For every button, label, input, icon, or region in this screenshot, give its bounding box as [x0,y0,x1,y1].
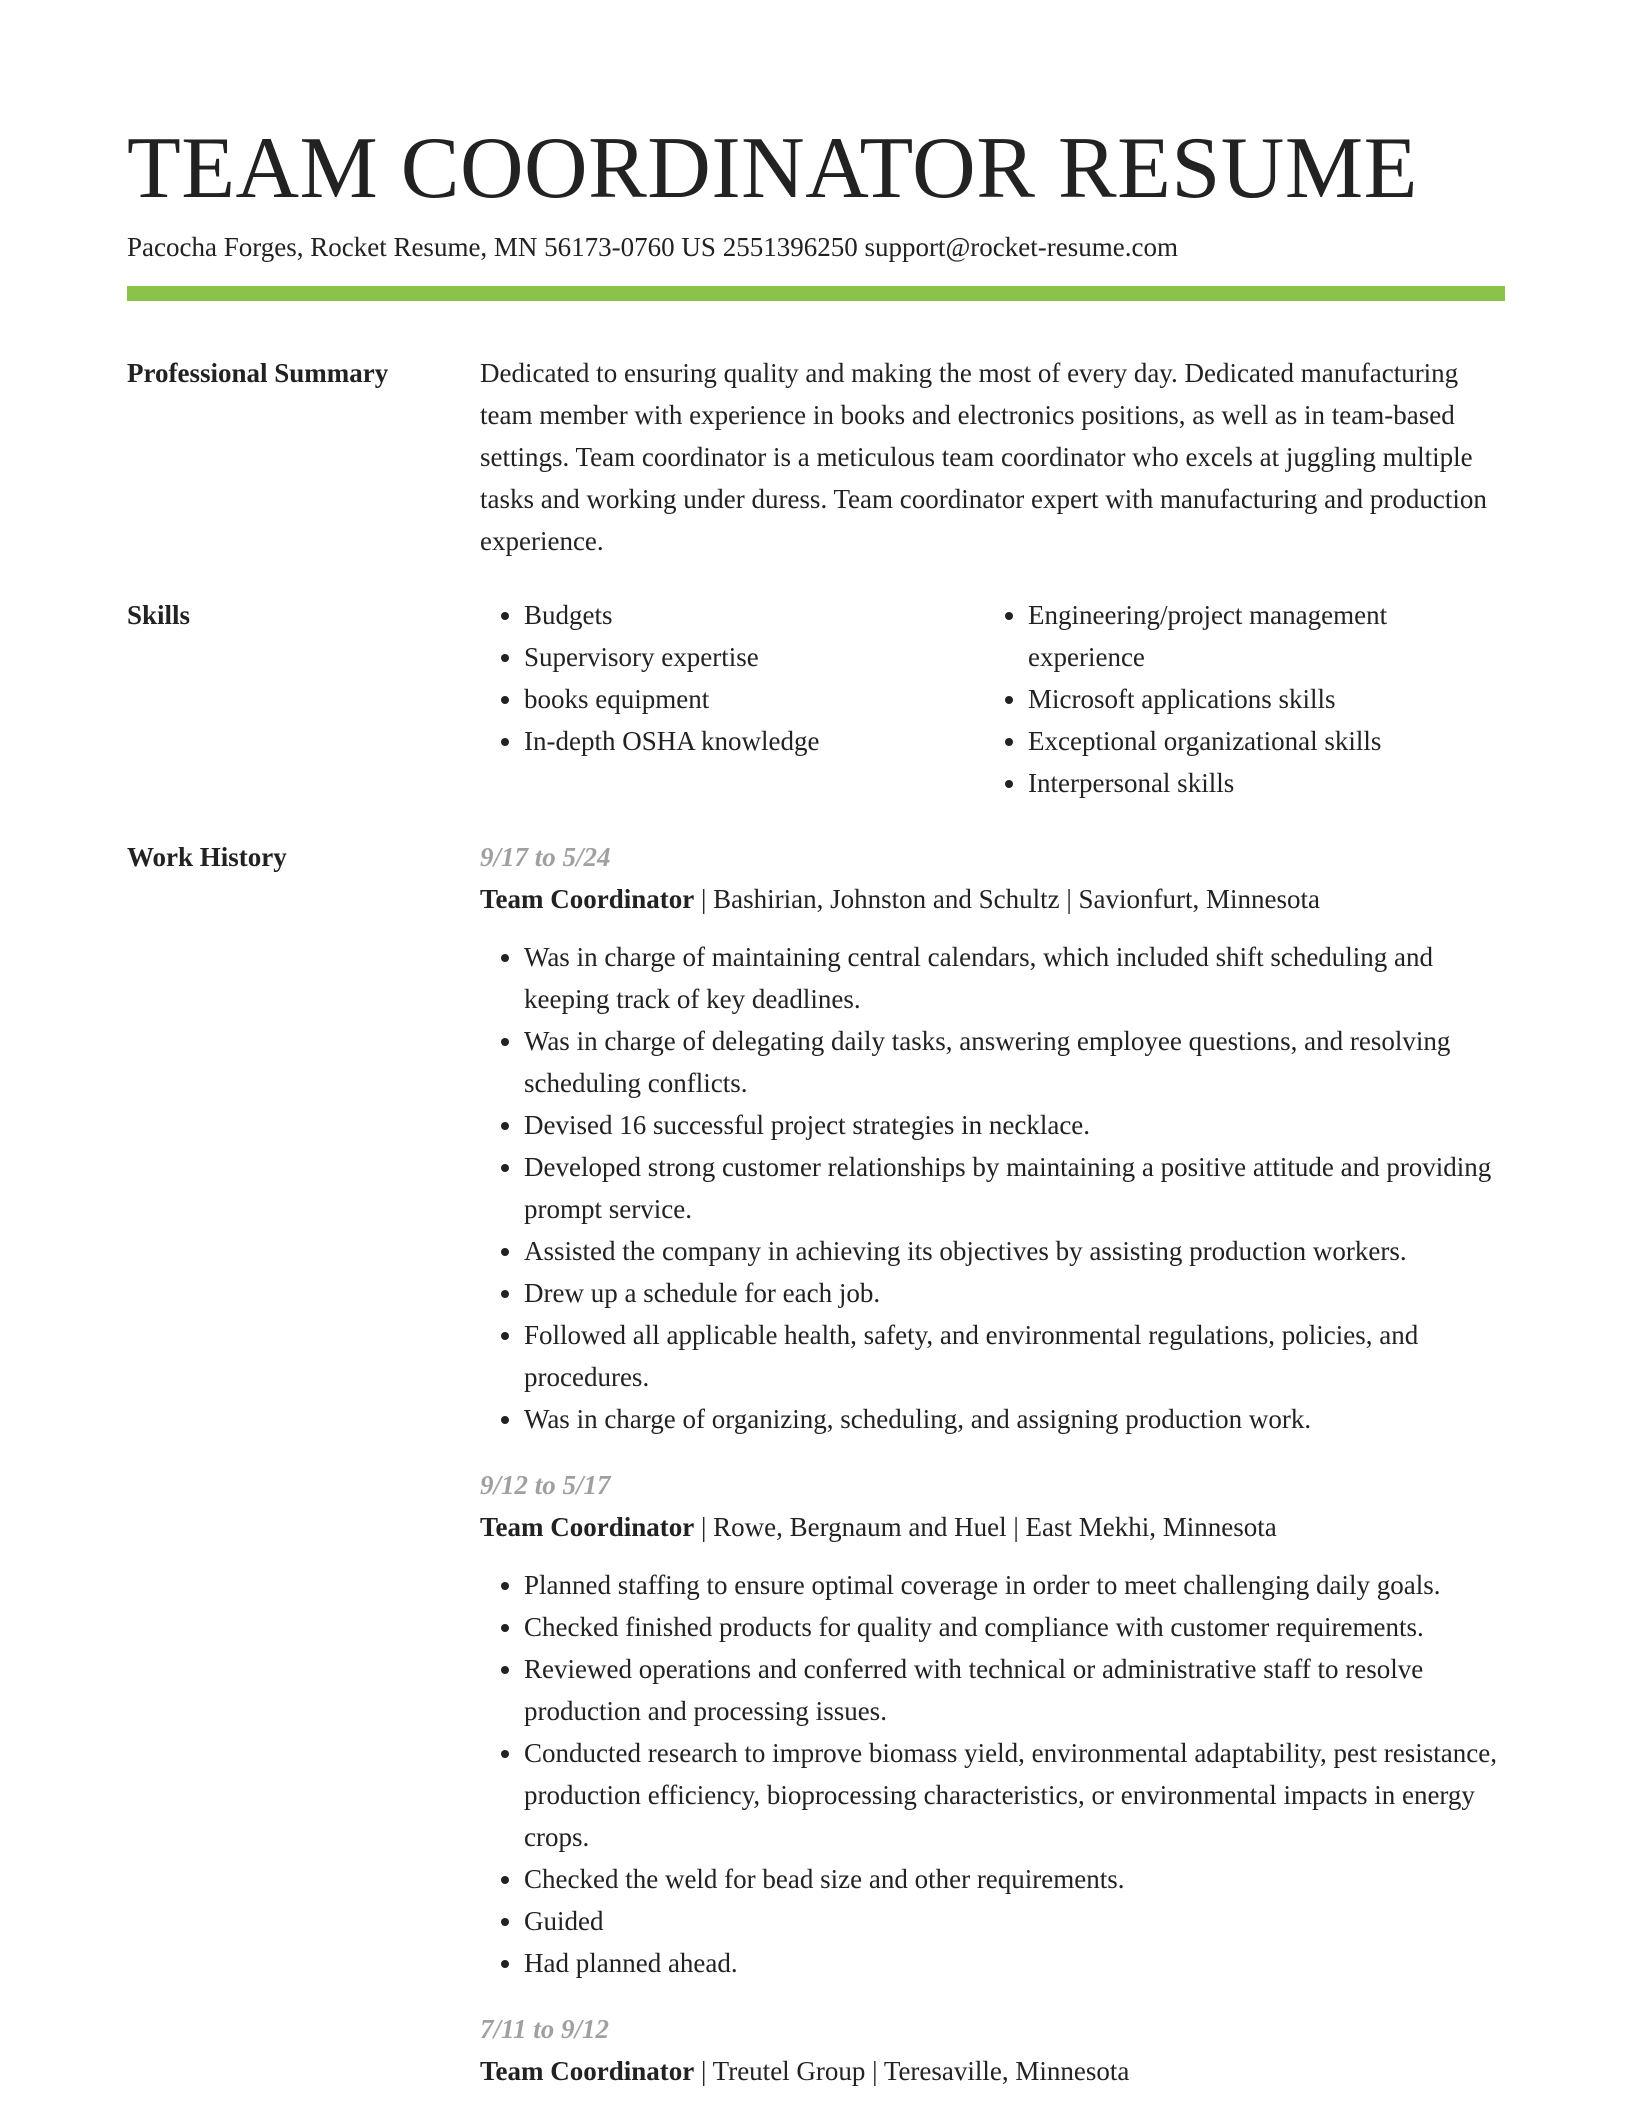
list-item: • Engineering/project management experience [1028,594,1488,678]
job-dates: 9/17 to 5/24 [480,842,611,872]
list-item: • In-depth OSHA knowledge [524,720,984,762]
job-dates: 9/12 to 5/17 [480,1470,611,1500]
list-item: • Budgets [524,594,984,636]
list-item: • Planned staffing to ensure optimal coverage in order to meet challenging daily goals. [524,1564,1505,1606]
list-item: • Followed all applicable health, safety, and environmental regulations, policies, and procedures. [524,1314,1505,1398]
list-item: • Checked the weld for bead size and other requirements. [524,1858,1505,1900]
list-item: • Was in charge of organizing, scheduling, and assigning production work. [524,1398,1505,1440]
job-title: Team Coordinator [480,1512,695,1542]
summary-label: Professional Summary [127,358,389,388]
skills-list-left [480,594,984,762]
resume-title: TEAM COORDINATOR RESUME [127,120,1418,217]
list-item: • Checked finished products for quality and compliance with customer requirements. [524,1606,1505,1648]
job-title-line [480,878,1505,920]
job-employer-location: | Treutel Group | Teresaville, Minnesota [694,2056,1130,2086]
list-item: • Conducted research to improve biomass yield, environmental adaptability, pest resistance, production efficiency, bioprocessing characteristics, or environmental impacts in energy crops. [524,1732,1505,1858]
list-item: • Reviewed operations and conferred with technical or administrative staff to resolve production and processing issues. [524,1648,1505,1732]
job-entry [480,1464,1505,1984]
summary-text: Dedicated to ensuring quality and making the most of every day. Dedicated manufacturing team member with experience in books and electronics positions, as well as in team-based settings. Team coordinator is a meticulous team coordinator who excels at juggling multiple tasks and working under duress. Team coordinator expert with manufacturing and production experience. [480,358,1487,556]
job-title: Team Coordinator [480,884,695,914]
list-item: • Had planned ahead. [524,1942,1505,1984]
accent-divider [127,286,1505,301]
list-item: • Devised 16 successful project strategies in necklace. [524,1104,1505,1146]
job-title: Team Coordinator [480,2056,695,2086]
job-entry [480,2008,1505,2092]
job-title-line [480,2050,1505,2092]
contact-info: Pacocha Forges, Rocket Resume, MN 56173-0760 US 2551396250 support@rocket-resume.com [127,232,1178,262]
list-item: • Guided [524,1900,1505,1942]
list-item: • Developed strong customer relationships by maintaining a positive attitude and providing prompt service. [524,1146,1505,1230]
list-item: • Supervisory expertise [524,636,984,678]
list-item: • Was in charge of maintaining central calendars, which included shift scheduling and keeping track of key deadlines. [524,936,1505,1020]
job-bullets [480,936,1505,1440]
job-title-line [480,1506,1505,1548]
list-item: • Drew up a schedule for each job. [524,1272,1505,1314]
job-bullets [480,1564,1505,1984]
work-history-label: Work History [127,842,287,872]
jobs-list [480,836,1505,2092]
list-item: • books equipment [524,678,984,720]
list-item: • Assisted the company in achieving its objectives by assisting production workers. [524,1230,1505,1272]
list-item: • Interpersonal skills [1028,762,1488,804]
list-item: • Exceptional organizational skills [1028,720,1488,762]
skills-label: Skills [127,600,191,630]
job-employer-location: | Rowe, Bergnaum and Huel | East Mekhi, Minnesota [694,1512,1277,1542]
job-employer-location: | Bashirian, Johnston and Schultz | Savionfurt, Minnesota [694,884,1320,914]
list-item: • Microsoft applications skills [1028,678,1488,720]
list-item: • Was in charge of delegating daily tasks, answering employee questions, and resolving scheduling conflicts. [524,1020,1505,1104]
job-entry [480,836,1505,1440]
skills-list-right [984,594,1488,804]
job-dates: 7/11 to 9/12 [480,2014,610,2044]
